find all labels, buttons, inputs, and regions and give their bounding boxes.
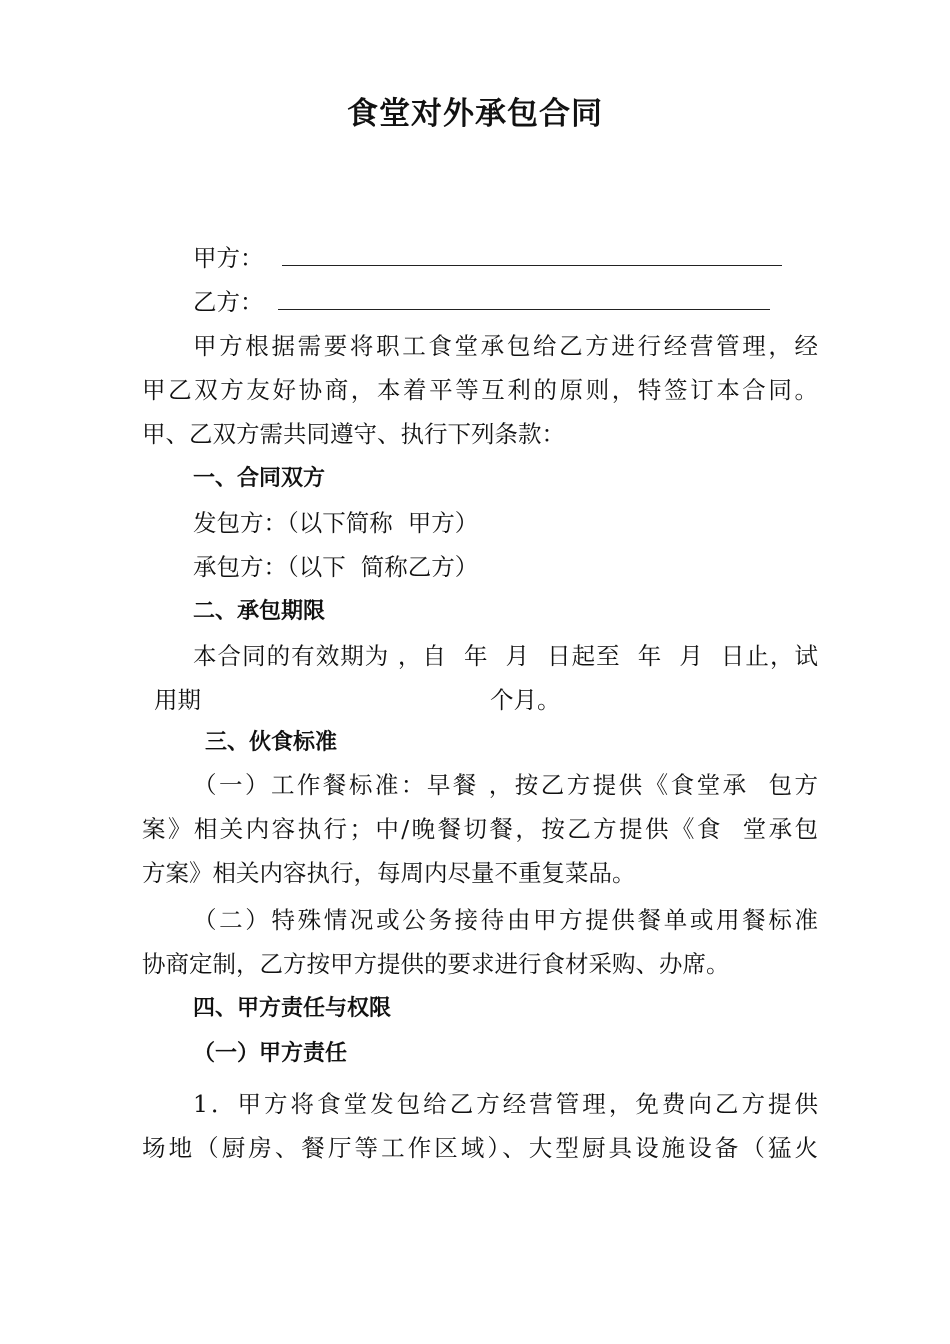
section-3-heading: 三、伙食标准 [205,730,338,755]
contractor-a-line: 发包方：（以下简称 甲方） [193,509,479,537]
page-title: 食堂对外承包合同 [347,96,603,132]
party-b-label: 乙方： [193,288,264,316]
meal-para1-line-3: 方案》相关内容执行，每周内尽量不重复菜品。 [142,859,636,887]
term-line-2a: 用期 [154,686,201,714]
section-4-heading: 四、甲方责任与权限 [193,996,392,1021]
term-line-2b: 个月。 [490,686,561,714]
intro-line-3: 甲、乙双方需共同遵守、执行下列条款： [142,420,565,448]
party-b-blank[interactable] [278,289,770,310]
section-2-heading: 二、承包期限 [193,599,326,624]
party-a-duty-line-2: 场地（厨房、餐厅等工作区域）、大型厨具设施设备（猛火 [142,1134,818,1162]
intro-line-1: 甲方根据需要将职工食堂承包给乙方进行经营管理，经 [193,332,818,360]
meal-para1-line-1: （一）工作餐标准：早餐 ，按乙方提供《食堂承 包方 [193,771,818,799]
contractor-b-line: 承包方：（以下 简称乙方） [193,553,479,581]
intro-line-2: 甲乙双方友好协商，本着平等互利的原则，特签订本合同。 [142,376,818,404]
party-a-label: 甲方： [193,244,264,272]
term-line-1: 本合同的有效期为 ，自 年 月 日起至 年 月 日止，试 [193,642,818,670]
party-b-line [193,287,770,317]
meal-para2-line-2: 协商定制，乙方按甲方提供的要求进行食材采购、办席。 [142,950,730,978]
meal-para2-line-1: （二）特殊情况或公务接待由甲方提供餐单或用餐标准 [193,906,818,934]
party-a-duty-line-1: 1．甲方将食堂发包给乙方经营管理，免费向乙方提供 [193,1090,818,1118]
meal-para1-line-2: 案》相关内容执行；中/晚餐切餐，按乙方提供《食 堂承包 [142,815,818,843]
party-a-line [193,243,782,273]
section-1-heading: 一、合同双方 [193,466,326,491]
section-4-subheading: （一）甲方责任 [193,1041,348,1066]
party-a-blank[interactable] [282,245,782,266]
